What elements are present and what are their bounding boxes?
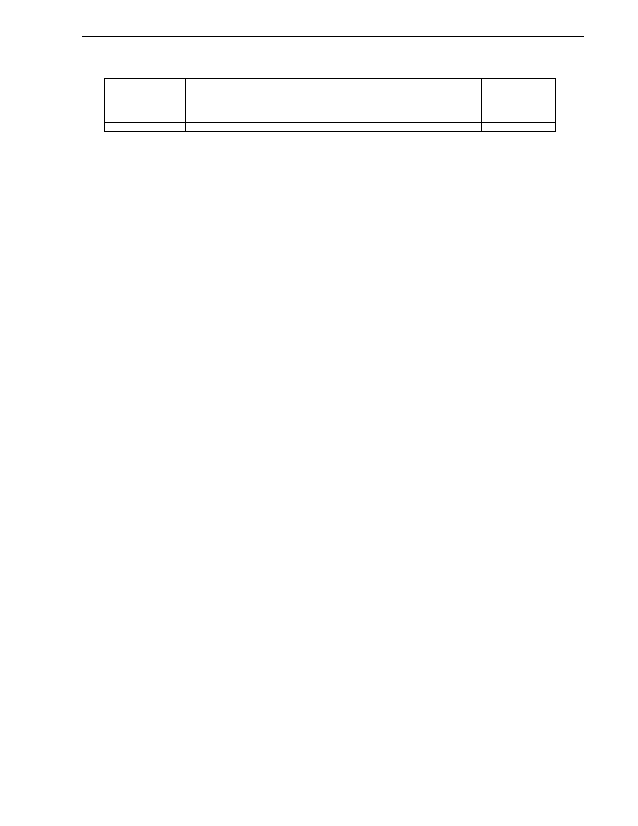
page-content [78,44,578,132]
header-alokasi [482,79,556,123]
header-deskripsi [186,79,482,123]
activity-table [104,78,556,132]
row-kegiatan [105,123,186,132]
row-deskripsi [186,123,482,132]
header-rule [82,36,584,37]
activity-table-header [105,79,556,123]
row-alokasi [482,123,556,132]
header-kegiatan [105,79,186,123]
table-row [105,123,556,132]
